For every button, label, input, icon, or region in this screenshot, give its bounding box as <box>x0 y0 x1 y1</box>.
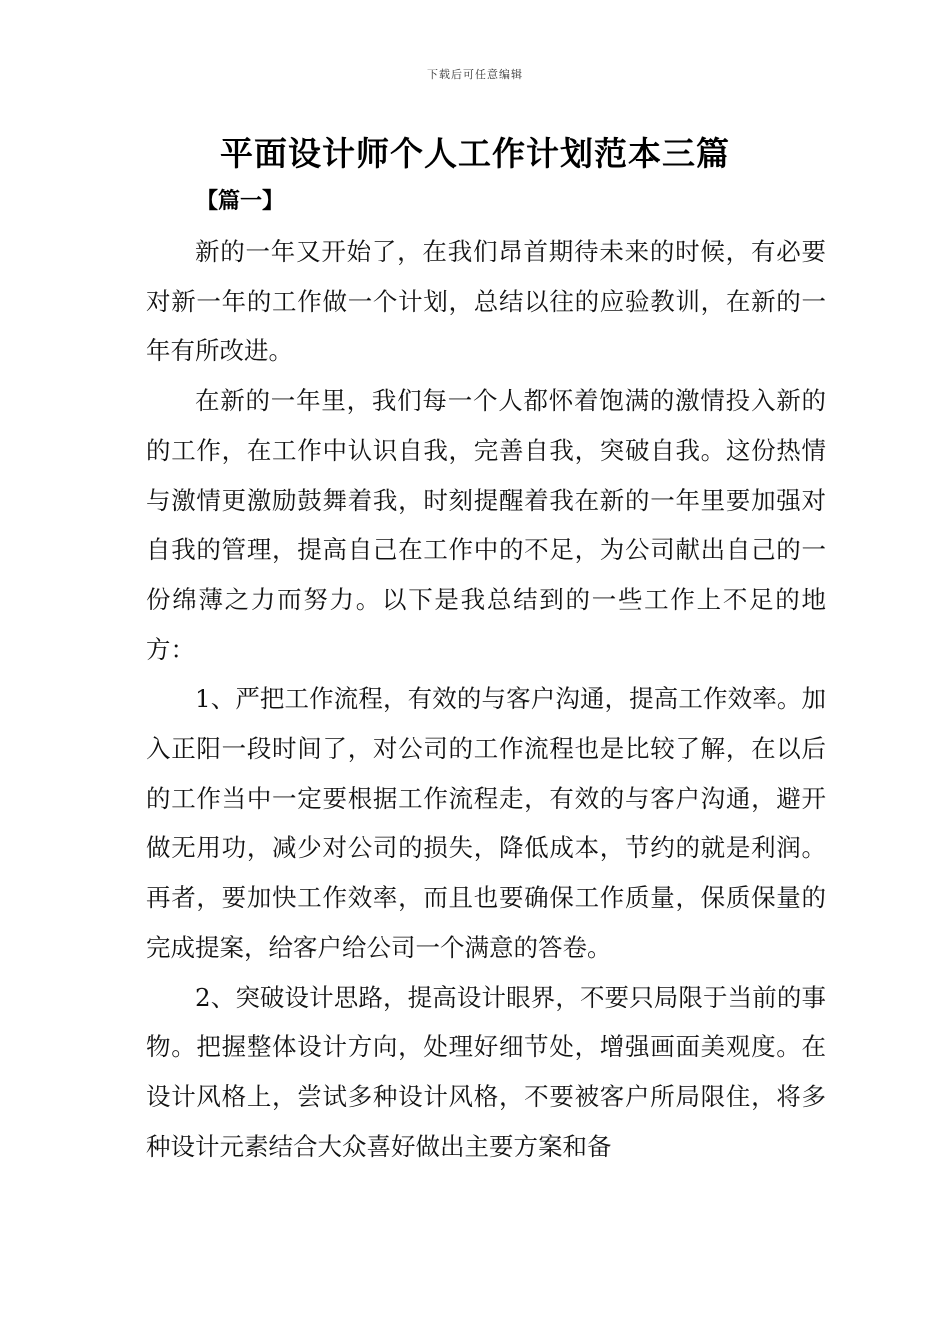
header-note: 下载后可任意编辑 <box>427 68 523 81</box>
section-label: 【篇一】 <box>196 188 285 214</box>
paragraph-3: 1、严把工作流程，有效的与客户沟通，提高工作效率。加入正阳一段时间了，对公司的工作流程也是比较了解，在以后的工作当中一定要根据工作流程走，有效的与客户沟通，避开做无用功，减少对公司的损失，降低成本，节约的就是利润。再者，要加快工作效率，而且也要确保工作质量，保质保量的完成提案，给客户给公司一个满意的答卷。 <box>146 684 826 962</box>
paragraph-2: 在新的一年里，我们每一个人都怀着饱满的激情投入新的的工作，在工作中认识自我，完善自我，突破自我。这份热情与激情更激励鼓舞着我，时刻提醒着我在新的一年里要加强对自我的管理，提高自己在工作中的不足，为公司献出自己的一份绵薄之力而努力。以下是我总结到的一些工作上不足的地方： <box>146 386 826 664</box>
body-text <box>146 227 826 1171</box>
paragraph-4: 2、突破设计思路，提高设计眼界，不要只局限于当前的事物。把握整体设计方向，处理好细节处，增强画面美观度。在设计风格上，尝试多种设计风格，不要被客户所局限住，将多种设计元素结合大众喜好做出主要方案和备 <box>146 982 826 1161</box>
document-title: 平面设计师个人工作计划范本三篇 <box>220 134 730 173</box>
paragraph-1: 新的一年又开始了，在我们昂首期待未来的时候，有必要对新一年的工作做一个计划，总结以往的应验教训，在新的一年有所改进。 <box>146 237 826 366</box>
